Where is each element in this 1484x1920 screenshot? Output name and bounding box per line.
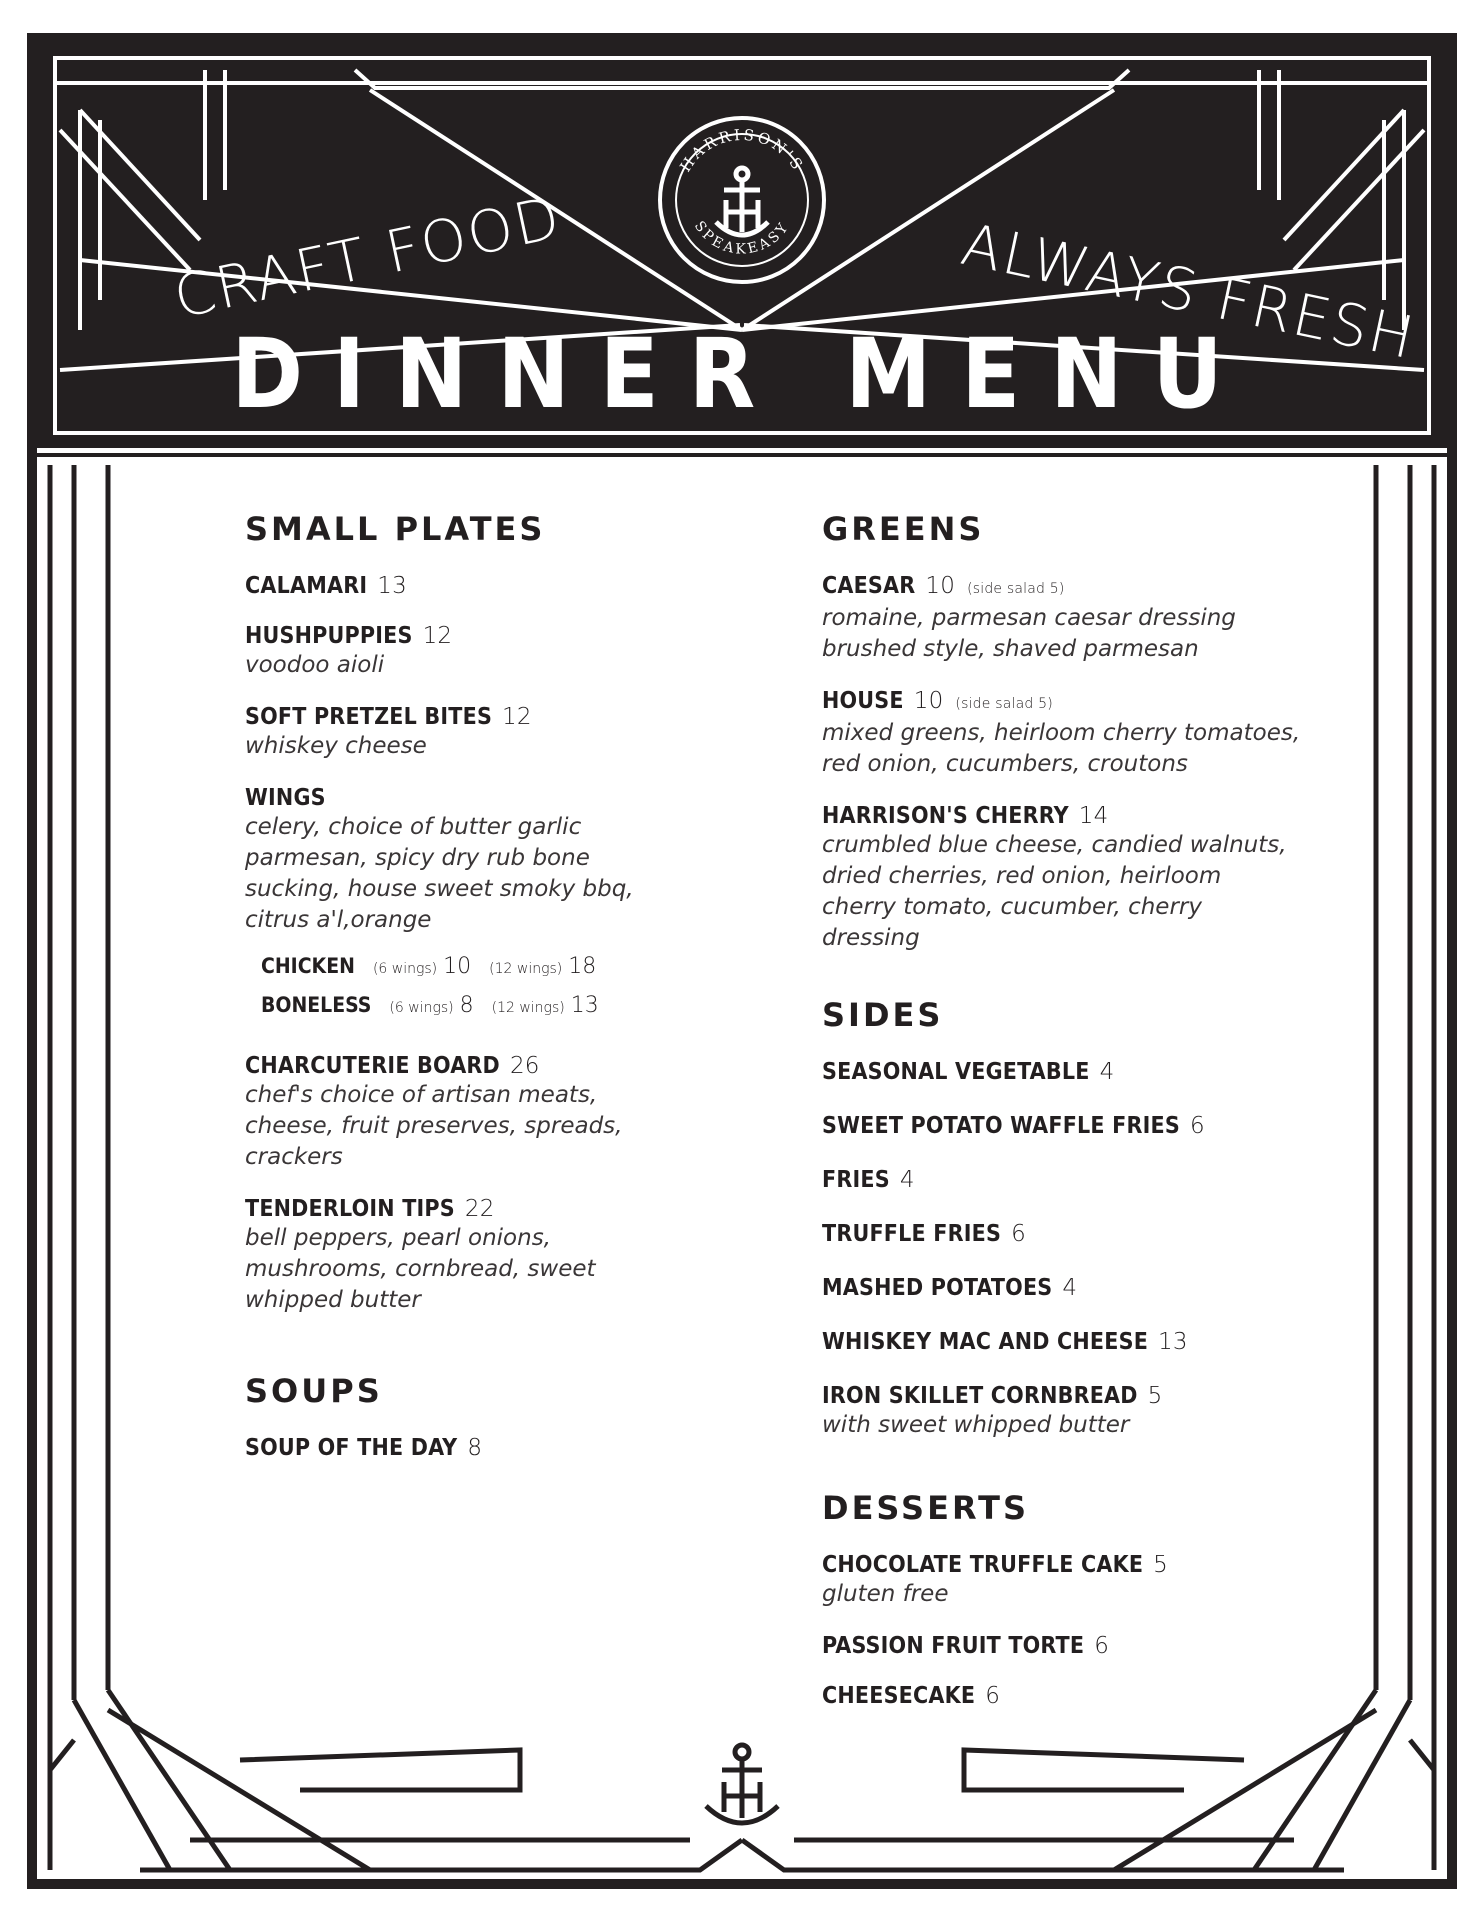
item-name: TRUFFLE FRIES	[822, 1221, 1002, 1247]
menu-item-line	[822, 802, 1302, 830]
small-plates-list-continued	[245, 1052, 675, 1316]
menu-item-line	[822, 1632, 1302, 1660]
wings-option-price: 10	[443, 954, 472, 979]
menu-item	[822, 687, 1302, 780]
item-name: CHOCOLATE TRUFFLE CAKE	[822, 1552, 1144, 1578]
footer-anchor-icon	[706, 1745, 778, 1823]
menu-item	[245, 1052, 675, 1173]
item-price: 12	[422, 623, 453, 649]
item-name: SEASONAL VEGETABLE	[822, 1059, 1090, 1085]
menu-item-line	[245, 703, 675, 731]
section-title-small-plates: SMALL PLATES	[245, 510, 546, 548]
item-price: 13	[377, 573, 407, 599]
item-description: mixed greens, heirloom cherry tomatoes, red onion, cucumbers, croutons	[822, 720, 1301, 777]
item-description: crumbled blue cheese, candied walnuts, dried cherries, red onion, heirloom cherry tomato, cucumber, cherry dressing	[822, 832, 1287, 951]
section-title-greens: GREENS	[822, 510, 985, 548]
wings-option-row	[261, 987, 675, 1026]
menu-item-line	[822, 1682, 1302, 1710]
menu-item-line	[822, 1382, 1302, 1410]
menu-item-line	[822, 1112, 1302, 1140]
menu-item	[822, 1632, 1302, 1660]
item-price: 4	[899, 1167, 915, 1193]
menu-item	[245, 1195, 675, 1316]
menu-item-line	[245, 1195, 675, 1223]
menu-item-line	[245, 784, 675, 812]
section-title-desserts: DESSERTS	[822, 1489, 1030, 1527]
logo-ring-top: HARRISON'S	[676, 125, 808, 176]
item-price: 8	[467, 1435, 483, 1461]
menu-item	[245, 1434, 675, 1462]
item-name: CHARCUTERIE BOARD	[245, 1053, 500, 1079]
menu-item-line	[245, 572, 675, 600]
item-price: 13	[1158, 1329, 1188, 1355]
wings-option-name: CHICKEN	[261, 954, 355, 978]
item-name: CALAMARI	[245, 573, 368, 599]
menu-item	[245, 784, 675, 936]
item-price: 5	[1153, 1552, 1168, 1578]
item-price: 5	[1147, 1383, 1163, 1409]
small-plates-list	[245, 572, 675, 936]
item-price: 10	[913, 688, 944, 714]
section-title-soups: SOUPS	[245, 1372, 383, 1410]
menu-item-line	[245, 1434, 675, 1462]
menu-item-line	[822, 1058, 1302, 1086]
wings-option-note: (12 wings)	[489, 961, 563, 977]
wings-option-note: (12 wings)	[491, 1000, 565, 1016]
left-column	[245, 510, 675, 1484]
menu-item	[822, 1112, 1302, 1140]
item-description: whiskey cheese	[245, 733, 427, 759]
item-name: PASSION FRUIT TORTE	[822, 1633, 1085, 1659]
right-column	[822, 510, 1302, 1732]
menu-item	[822, 1382, 1302, 1441]
item-price: 14	[1078, 803, 1109, 829]
menu-title: DINNER MENU	[231, 318, 1253, 430]
menu-item	[822, 802, 1302, 954]
item-name: MASHED POTATOES	[822, 1275, 1053, 1301]
item-price: 6	[1011, 1221, 1026, 1247]
wings-option-row	[261, 948, 675, 987]
item-name: CHEESECAKE	[822, 1683, 976, 1709]
item-price: 4	[1062, 1275, 1078, 1301]
wings-option-price: 18	[568, 954, 597, 979]
menu-item-line	[822, 1166, 1302, 1194]
wings-options	[245, 948, 675, 1026]
desserts-list	[822, 1551, 1302, 1710]
menu-item-line	[245, 622, 675, 650]
item-price: 6	[985, 1683, 1001, 1709]
item-name: FRIES	[822, 1167, 890, 1193]
item-price: 22	[464, 1196, 495, 1222]
item-name: HUSHPUPPIES	[245, 623, 413, 649]
item-price: 12	[502, 704, 532, 730]
item-price: 26	[509, 1053, 540, 1079]
menu-item	[245, 622, 675, 681]
item-name: HARRISON'S CHERRY	[822, 803, 1069, 829]
item-name: WHISKEY MAC AND CHEESE	[822, 1329, 1149, 1355]
menu-item-line	[822, 572, 1302, 603]
menu-item	[822, 1551, 1302, 1610]
item-description: bell peppers, pearl onions, mushrooms, cornbread, sweet whipped butter	[245, 1225, 596, 1313]
tagline-right: ALWAYS FRESH	[955, 210, 1422, 373]
item-name: WINGS	[245, 785, 326, 811]
sides-list	[822, 1058, 1302, 1441]
menu-item-line	[822, 1274, 1302, 1302]
menu-item-line	[245, 1052, 675, 1080]
item-description: romaine, parmesan caesar dressing brushed style, shaved parmesan	[822, 605, 1236, 662]
item-note: (side salad 5)	[967, 581, 1065, 597]
item-description: voodoo aioli	[245, 652, 385, 678]
greens-list	[822, 572, 1302, 954]
menu-item	[822, 1274, 1302, 1302]
item-price: 6	[1189, 1113, 1205, 1139]
menu-item	[822, 1328, 1302, 1356]
menu-item	[822, 1220, 1302, 1248]
item-name: SOFT PRETZEL BITES	[245, 704, 493, 730]
item-name: SOUP OF THE DAY	[245, 1435, 458, 1461]
wings-option-note: (6 wings)	[372, 961, 438, 977]
menu-item-line	[822, 1551, 1302, 1579]
menu-item	[245, 703, 675, 762]
item-note: (side salad 5)	[955, 696, 1053, 712]
item-price: 6	[1094, 1633, 1110, 1659]
section-title-sides: SIDES	[822, 996, 944, 1034]
item-price: 10	[925, 573, 956, 599]
item-description: gluten free	[822, 1581, 949, 1607]
menu-item	[245, 572, 675, 600]
item-description: chef's choice of artisan meats, cheese, fruit preserves, spreads, crackers	[245, 1082, 623, 1170]
menu-item	[822, 1166, 1302, 1194]
tagline-left: CRAFT FOOD	[168, 183, 568, 332]
item-name: IRON SKILLET CORNBREAD	[822, 1383, 1138, 1409]
menu-item	[822, 1058, 1302, 1086]
wings-option-price: 8	[459, 993, 474, 1018]
menu-item-line	[822, 1220, 1302, 1248]
logo-ring-bottom: SPEAKEASY	[690, 218, 794, 258]
item-name: HOUSE	[822, 688, 904, 714]
wings-option-name: BONELESS	[261, 993, 372, 1017]
wings-option-note: (6 wings)	[389, 1000, 454, 1016]
item-description: celery, choice of butter garlic parmesan, spicy dry rub bone sucking, house sweet smoky bbq, citrus a'l,orange	[245, 814, 634, 933]
menu-item-line	[822, 687, 1302, 718]
item-name: SWEET POTATO WAFFLE FRIES	[822, 1113, 1180, 1139]
item-price: 4	[1099, 1059, 1115, 1085]
item-name: CAESAR	[822, 573, 916, 599]
menu-item	[822, 1682, 1302, 1710]
menu-item	[822, 572, 1302, 665]
menu-item-line	[822, 1328, 1302, 1356]
wings-option-price: 13	[570, 993, 599, 1018]
soups-list	[245, 1434, 675, 1462]
item-description: with sweet whipped butter	[822, 1412, 1130, 1438]
item-name: TENDERLOIN TIPS	[245, 1196, 455, 1222]
